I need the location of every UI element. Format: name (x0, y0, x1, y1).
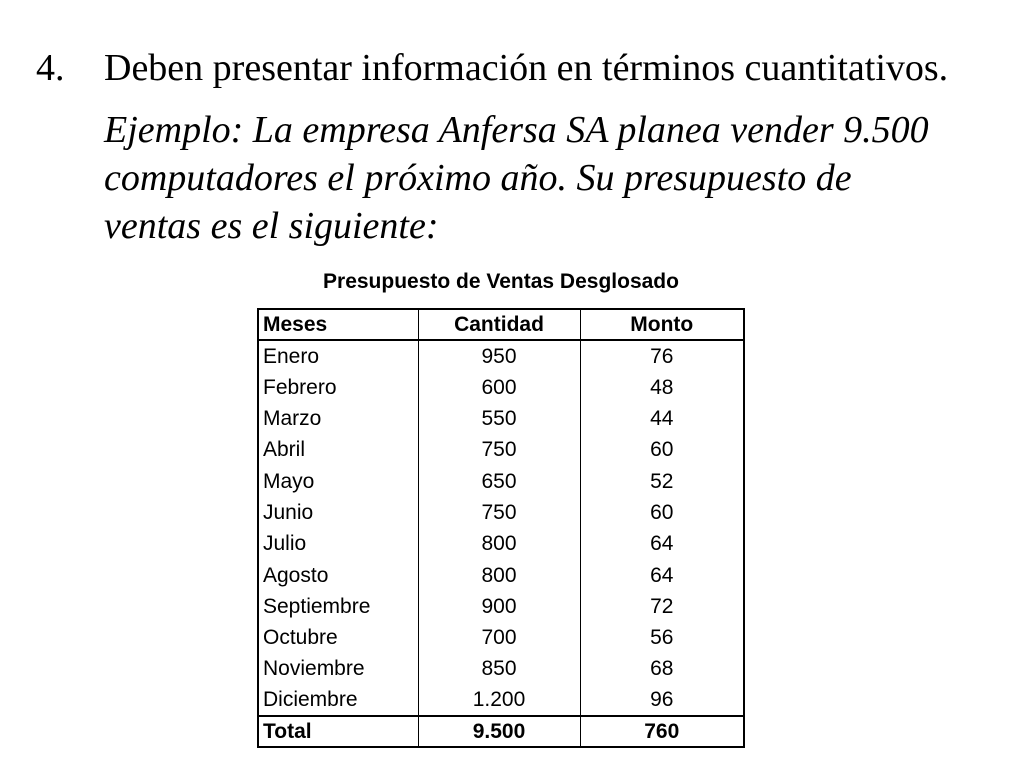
table-row (258, 685, 744, 716)
amount-cell: 76 (650, 344, 674, 368)
table-row (258, 622, 744, 653)
table-row (258, 372, 744, 403)
table-row (258, 465, 744, 496)
table-total-row (258, 716, 744, 747)
amount-cell: 60 (650, 500, 674, 524)
example-paragraph (104, 106, 984, 250)
table-title: Presupuesto de Ventas Desglosado (323, 270, 679, 293)
amount-cell: 44 (650, 407, 674, 431)
example-line-1: Ejemplo: La empresa Anfersa SA planea vender 9.500 (104, 109, 929, 151)
table-row (258, 653, 744, 684)
month-cell: Junio (258, 497, 418, 528)
table-row (258, 434, 744, 465)
table-row (258, 591, 744, 622)
amount-cell: 48 (650, 375, 674, 399)
quantity-cell: 750 (418, 434, 580, 465)
table-row (258, 559, 744, 590)
month-cell: Julio (258, 528, 418, 559)
quantity-cell: 700 (418, 622, 580, 653)
total-label: Total (258, 716, 418, 747)
amount-cell: 64 (650, 563, 674, 587)
month-cell: Noviembre (258, 653, 418, 684)
quantity-cell: 650 (418, 465, 580, 496)
point-text: Deben presentar información en términos cuantitativos. (104, 47, 949, 89)
amount-cell: 52 (650, 469, 674, 493)
quantity-cell: 900 (418, 591, 580, 622)
header-months: Meses (258, 309, 418, 340)
total-amount: 760 (580, 716, 744, 747)
amount-cell: 64 (650, 532, 674, 556)
quantity-cell: 600 (418, 372, 580, 403)
total-quantity: 9.500 (418, 716, 580, 747)
quantity-cell: 800 (418, 528, 580, 559)
table-header-row (258, 309, 744, 340)
header-quantity: Cantidad (418, 309, 580, 340)
amount-cell: 56 (650, 626, 674, 650)
month-cell: Octubre (258, 622, 418, 653)
month-cell: Abril (258, 434, 418, 465)
sales-budget-table (257, 308, 745, 748)
example-line-3: ventas es el siguiente: (104, 205, 439, 247)
quantity-cell: 850 (418, 653, 580, 684)
amount-cell: 96 (650, 688, 674, 712)
month-cell: Septiembre (258, 591, 418, 622)
table-row (258, 340, 744, 371)
amount-cell: 72 (650, 594, 674, 618)
month-cell: Agosto (258, 559, 418, 590)
table-body (258, 340, 744, 716)
amount-cell: 68 (650, 657, 674, 681)
quantity-cell: 950 (418, 340, 580, 371)
month-cell: Mayo (258, 465, 418, 496)
table-row (258, 497, 744, 528)
quantity-cell: 550 (418, 403, 580, 434)
quantity-cell: 1.200 (418, 685, 580, 716)
table-row (258, 528, 744, 559)
month-cell: Diciembre (258, 685, 418, 716)
point-number: 4. (36, 47, 65, 89)
quantity-cell: 750 (418, 497, 580, 528)
month-cell: Enero (258, 340, 418, 371)
header-amount: Monto (580, 309, 744, 340)
amount-cell: 60 (650, 438, 674, 462)
example-line-2: computadores el próximo año. Su presupuesto de (104, 157, 852, 199)
quantity-cell: 800 (418, 559, 580, 590)
month-cell: Marzo (258, 403, 418, 434)
month-cell: Febrero (258, 372, 418, 403)
table-row (258, 403, 744, 434)
